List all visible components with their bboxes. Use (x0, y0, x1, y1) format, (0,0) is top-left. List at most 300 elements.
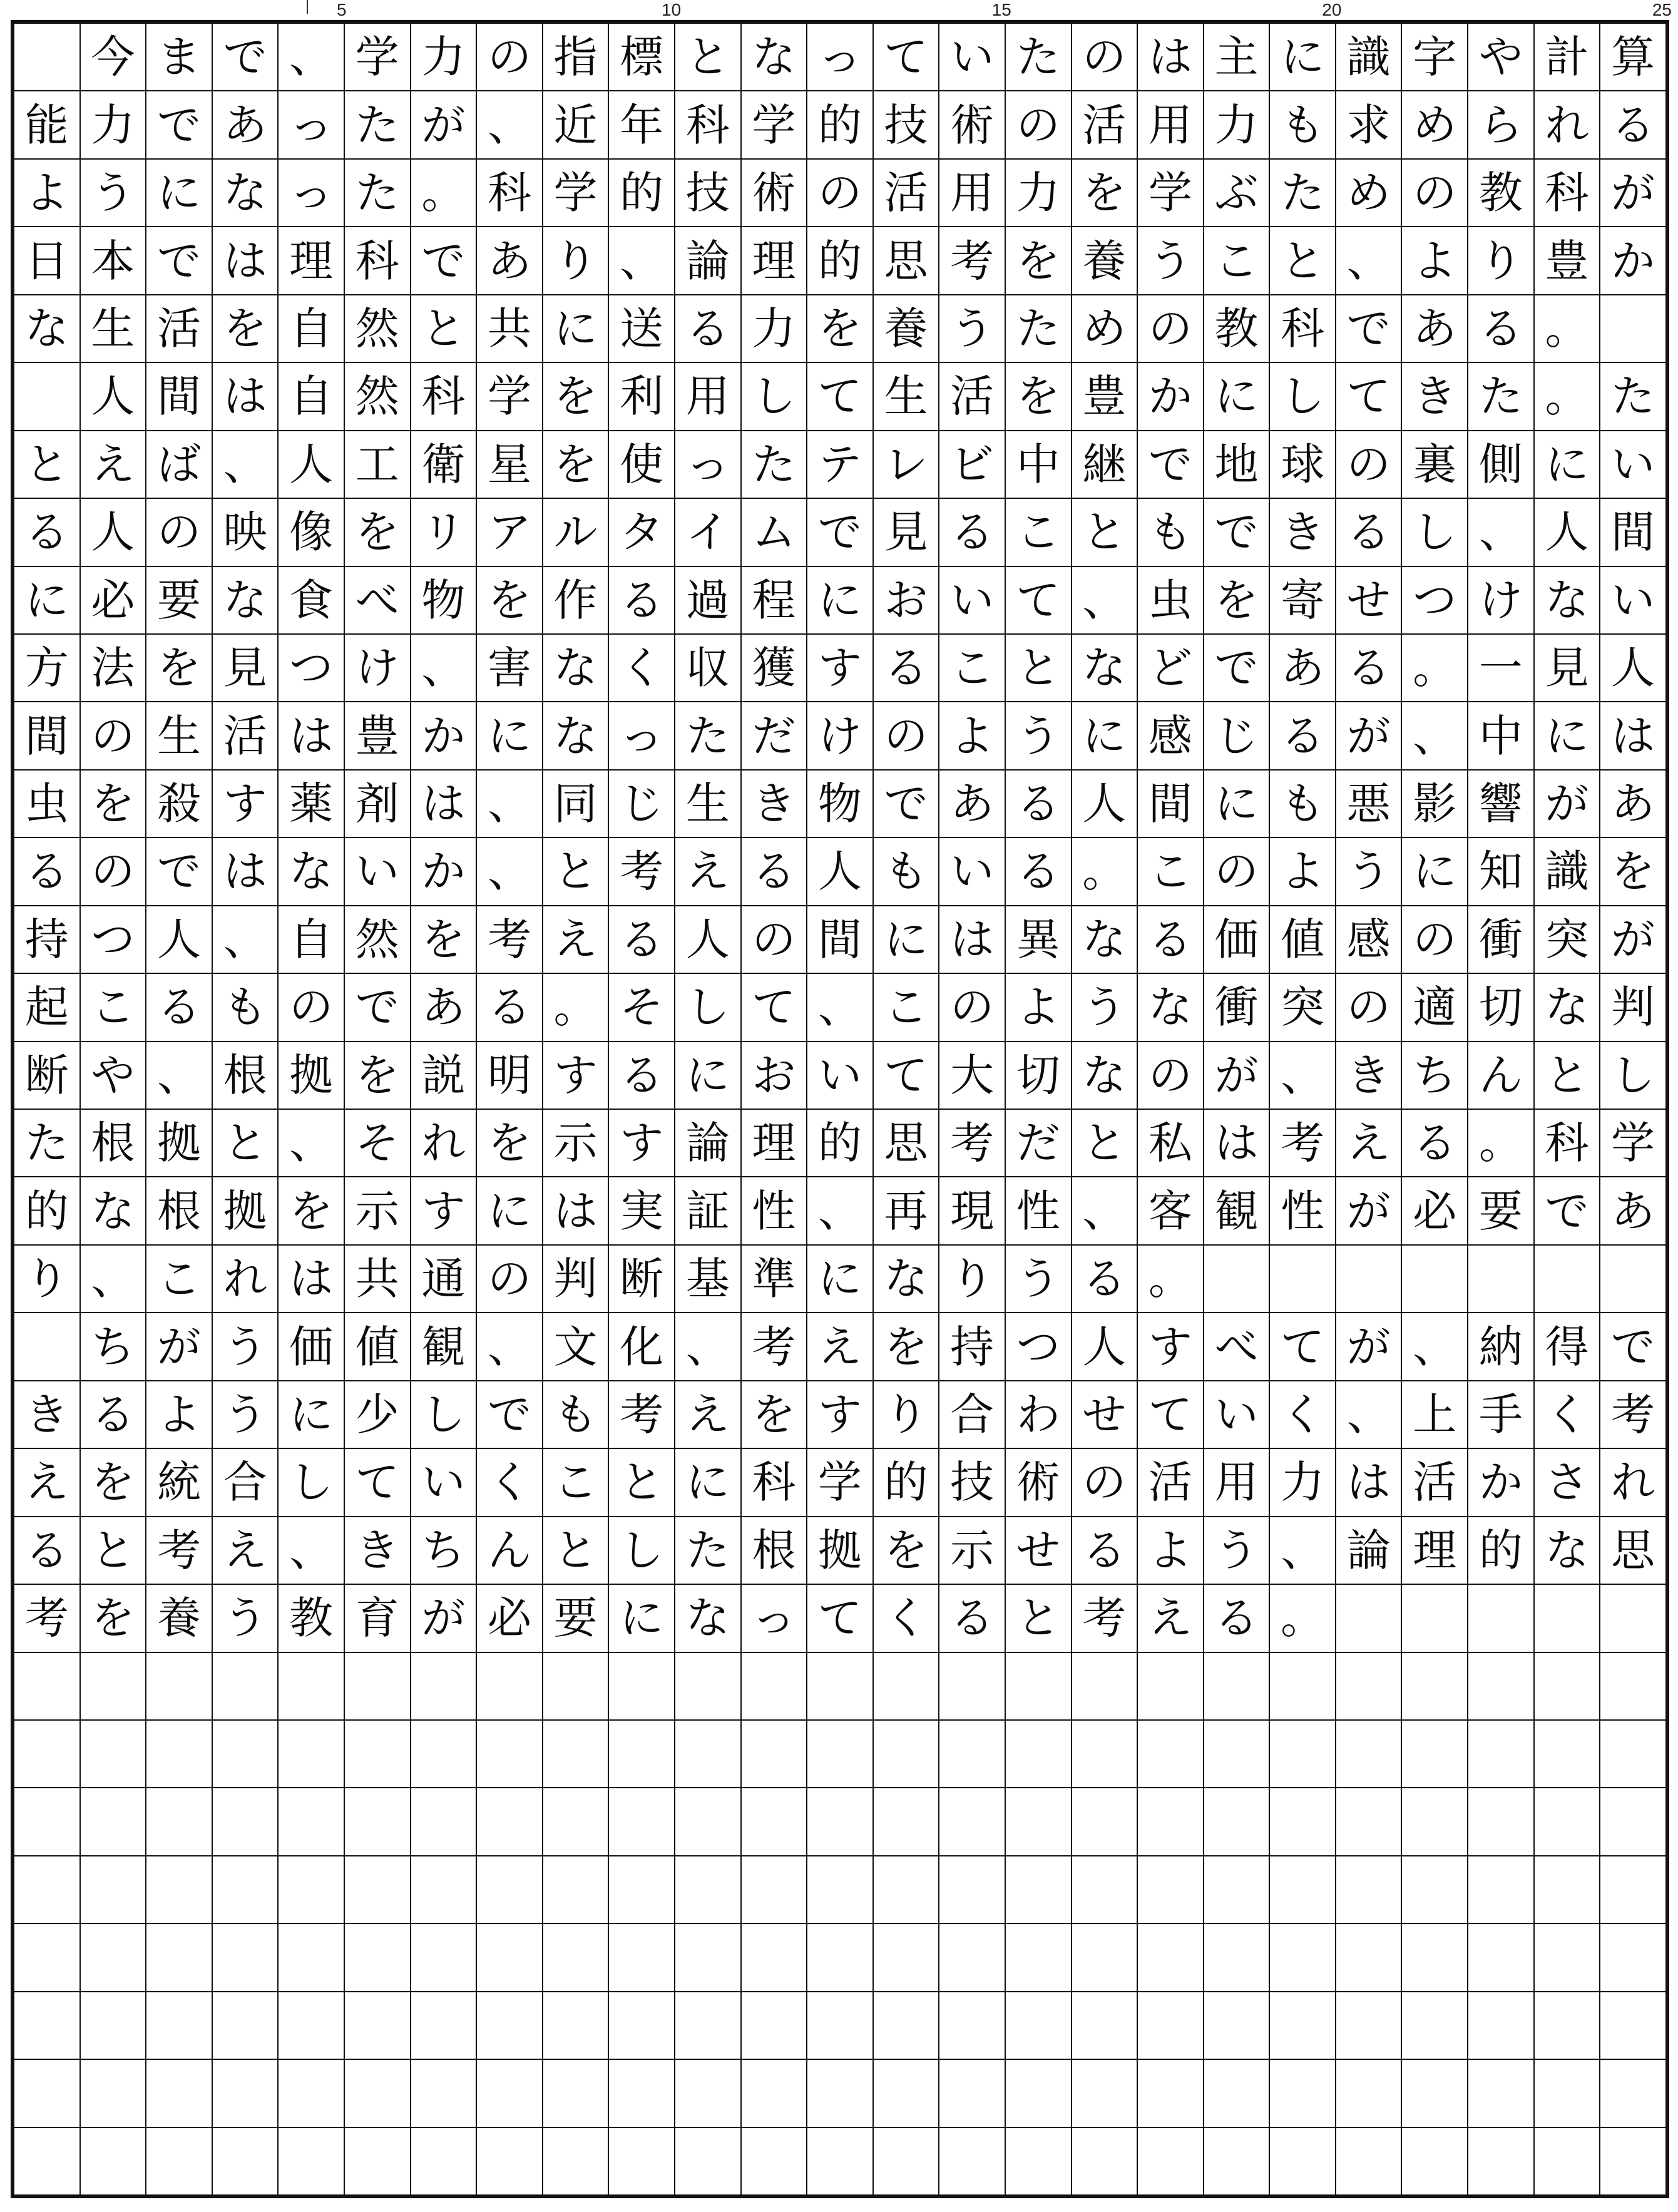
manuscript-cell: で (1611, 1321, 1655, 1373)
manuscript-cell (609, 2060, 675, 2126)
manuscript-cell (477, 1924, 543, 1990)
manuscript-cell (1072, 1856, 1138, 1923)
manuscript-cell: は (213, 838, 279, 904)
manuscript-cell: を (1611, 846, 1655, 898)
manuscript-cell: を (1006, 227, 1072, 294)
manuscript-cell: 判 (543, 1246, 610, 1312)
manuscript-cell (543, 1856, 610, 1923)
manuscript-cell: れ (1535, 91, 1601, 158)
manuscript-cell: 活 (939, 363, 1006, 429)
manuscript-cell (411, 1721, 478, 1787)
manuscript-cell: い (1611, 438, 1655, 490)
manuscript-cell: べ (1204, 1313, 1271, 1380)
manuscript-cell (345, 1788, 411, 1855)
manuscript-row (14, 1856, 1665, 1924)
manuscript-cell: 論 (1336, 1517, 1403, 1584)
manuscript-cell: 値 (345, 1313, 411, 1380)
manuscript-cell: が (1611, 913, 1655, 965)
manuscript-cell: を (874, 1313, 940, 1380)
manuscript-cell (14, 1313, 81, 1380)
manuscript-cell: 活 (1402, 1449, 1468, 1515)
manuscript-cell: に (1402, 838, 1468, 904)
manuscript-cell (1006, 2060, 1072, 2126)
manuscript-cell: タ (609, 499, 675, 565)
manuscript-cell: 豊 (345, 702, 411, 769)
column-ruler (0, 0, 1678, 20)
manuscript-cell: 、 (609, 227, 675, 294)
manuscript-cell: 、 (477, 1313, 543, 1380)
manuscript-cell (1402, 1246, 1468, 1312)
manuscript-cell: な (1072, 635, 1138, 701)
manuscript-cell: っ (609, 702, 675, 769)
manuscript-row (14, 1788, 1665, 1856)
manuscript-cell: あ (1402, 295, 1468, 362)
manuscript-cell: の (1138, 1042, 1204, 1109)
manuscript-row (14, 974, 1665, 1042)
manuscript-cell: も (1138, 499, 1204, 565)
manuscript-cell: 価 (279, 1313, 345, 1380)
manuscript-cell (1600, 1653, 1665, 1719)
manuscript-cell: で (146, 838, 213, 904)
manuscript-cell: う (1204, 1517, 1271, 1584)
manuscript-cell: な (543, 702, 610, 769)
manuscript-cell: で (1204, 499, 1271, 565)
manuscript-cell: と (213, 1110, 279, 1176)
manuscript-cell (213, 1856, 279, 1923)
manuscript-cell: の (1336, 974, 1403, 1040)
manuscript-cell (609, 1924, 675, 1990)
manuscript-cell: 共 (477, 295, 543, 362)
manuscript-cell (939, 1992, 1006, 2059)
manuscript-cell (807, 2128, 874, 2194)
manuscript-cell: は (279, 702, 345, 769)
manuscript-cell (477, 2060, 543, 2126)
manuscript-cell: 要 (1468, 1177, 1535, 1244)
manuscript-cell: 生 (675, 771, 742, 837)
manuscript-cell (1600, 2060, 1665, 2126)
manuscript-cell: 人 (81, 499, 147, 565)
manuscript-cell (345, 1856, 411, 1923)
manuscript-cell (1402, 1924, 1468, 1990)
manuscript-cell: に (609, 1585, 675, 1651)
manuscript-cell: こ (1138, 838, 1204, 904)
manuscript-cell: 得 (1535, 1313, 1601, 1380)
manuscript-cell: て (807, 363, 874, 429)
manuscript-row (14, 24, 1665, 91)
manuscript-cell: こ (81, 974, 147, 1040)
manuscript-cell: 求 (1336, 91, 1403, 158)
manuscript-cell: は (939, 906, 1006, 973)
manuscript-cell: は (213, 363, 279, 429)
manuscript-cell: え (675, 1381, 742, 1448)
manuscript-cell: 持 (14, 906, 81, 973)
manuscript-cell: 共 (345, 1246, 411, 1312)
manuscript-cell: で (1336, 295, 1403, 362)
manuscript-cell (1270, 1788, 1336, 1855)
manuscript-cell: え (1138, 1585, 1204, 1651)
manuscript-cell: 的 (807, 1110, 874, 1176)
manuscript-row (14, 838, 1665, 906)
manuscript-cell: う (1072, 974, 1138, 1040)
manuscript-cell: が (1535, 771, 1601, 837)
manuscript-cell (1600, 1246, 1665, 1312)
manuscript-cell: 考 (1611, 1388, 1655, 1440)
manuscript-cell: 学 (345, 24, 411, 90)
manuscript-cell (1072, 1721, 1138, 1787)
manuscript-cell (1336, 1653, 1403, 1719)
manuscript-row (14, 906, 1665, 974)
manuscript-cell: を (1006, 363, 1072, 429)
manuscript-cell: う (81, 160, 147, 226)
manuscript-cell: て (345, 1449, 411, 1515)
manuscript-cell: お (742, 1042, 808, 1109)
manuscript-cell: よ (939, 702, 1006, 769)
manuscript-cell (477, 1653, 543, 1719)
manuscript-cell: よ (146, 1381, 213, 1448)
manuscript-cell: 衝 (1468, 906, 1535, 973)
manuscript-cell (807, 2060, 874, 2126)
manuscript-cell: の (939, 974, 1006, 1040)
manuscript-cell: 然 (345, 906, 411, 973)
manuscript-cell: い (939, 567, 1006, 633)
manuscript-cell: が (1611, 167, 1655, 219)
manuscript-cell: 。 (1402, 635, 1468, 701)
manuscript-cell: 考 (609, 838, 675, 904)
manuscript-cell: る (477, 974, 543, 1040)
manuscript-cell (1535, 1856, 1601, 1923)
manuscript-cell: る (939, 499, 1006, 565)
manuscript-cell: け (345, 635, 411, 701)
manuscript-cell (1270, 1653, 1336, 1719)
manuscript-cell: あ (1270, 635, 1336, 701)
manuscript-cell (742, 1721, 808, 1787)
manuscript-cell: な (742, 24, 808, 90)
manuscript-cell: 育 (345, 1585, 411, 1651)
manuscript-cell: 人 (675, 906, 742, 973)
manuscript-cell: 学 (742, 91, 808, 158)
manuscript-cell: 自 (279, 295, 345, 362)
manuscript-cell: た (675, 702, 742, 769)
manuscript-cell: せ (1006, 1517, 1072, 1584)
manuscript-cell (1270, 1924, 1336, 1990)
manuscript-cell: 用 (1204, 1449, 1271, 1515)
manuscript-cell (807, 1721, 874, 1787)
manuscript-cell: ち (81, 1313, 147, 1380)
manuscript-cell: 然 (345, 295, 411, 362)
manuscript-cell: 寄 (1270, 567, 1336, 633)
manuscript-cell: あ (939, 771, 1006, 837)
manuscript-cell: 裏 (1402, 431, 1468, 498)
manuscript-cell: な (213, 567, 279, 633)
manuscript-cell: き (1402, 363, 1468, 429)
manuscript-cell: ビ (939, 431, 1006, 498)
manuscript-cell (1468, 1992, 1535, 2059)
manuscript-cell: て (1270, 1313, 1336, 1380)
manuscript-cell: 教 (1204, 295, 1271, 362)
manuscript-cell (874, 1924, 940, 1990)
manuscript-cell: テ (807, 431, 874, 498)
manuscript-cell: 虫 (14, 771, 81, 837)
manuscript-cell: 起 (14, 974, 81, 1040)
manuscript-cell: に (1072, 702, 1138, 769)
manuscript-cell: 影 (1402, 771, 1468, 837)
manuscript-cell (939, 1788, 1006, 1855)
manuscript-cell: 活 (1072, 91, 1138, 158)
manuscript-cell: る (14, 499, 81, 565)
manuscript-cell (1270, 2128, 1336, 2194)
manuscript-cell (1402, 1992, 1468, 2059)
manuscript-cell: 力 (742, 295, 808, 362)
manuscript-cell: が (411, 91, 478, 158)
manuscript-cell: る (1336, 635, 1403, 701)
manuscript-cell: 理 (742, 1110, 808, 1176)
manuscript-cell: て (1138, 1381, 1204, 1448)
manuscript-cell (742, 1653, 808, 1719)
manuscript-cell (1468, 1246, 1535, 1312)
manuscript-cell: っ (807, 24, 874, 90)
manuscript-cell: 的 (609, 160, 675, 226)
manuscript-cell: 拠 (807, 1517, 874, 1584)
manuscript-cell: は (279, 1246, 345, 1312)
manuscript-cell (675, 2128, 742, 2194)
manuscript-cell: 人 (807, 838, 874, 904)
manuscript-cell: を (742, 1381, 808, 1448)
manuscript-cell: 活 (146, 295, 213, 362)
manuscript-cell: を (477, 1110, 543, 1176)
manuscript-cell: 科 (742, 1449, 808, 1515)
manuscript-cell (14, 1856, 81, 1923)
manuscript-cell: の (146, 499, 213, 565)
manuscript-cell: 基 (675, 1246, 742, 1312)
manuscript-cell: 合 (939, 1381, 1006, 1448)
manuscript-cell: を (1072, 160, 1138, 226)
manuscript-cell: 間 (1138, 771, 1204, 837)
manuscript-cell (213, 2060, 279, 2126)
manuscript-cell (939, 2128, 1006, 2194)
manuscript-cell: 知 (1468, 838, 1535, 904)
manuscript-cell (874, 1788, 940, 1855)
manuscript-cell: う (1006, 1246, 1072, 1312)
manuscript-cell: 根 (213, 1042, 279, 1109)
manuscript-cell: の (477, 1246, 543, 1312)
manuscript-cell: と (1072, 499, 1138, 565)
manuscript-cell: に (543, 295, 610, 362)
manuscript-cell (146, 1924, 213, 1990)
manuscript-cell: で (1204, 635, 1271, 701)
manuscript-cell: 要 (146, 567, 213, 633)
manuscript-cell: は (1138, 24, 1204, 90)
manuscript-cell: 少 (345, 1381, 411, 1448)
manuscript-cell: の (477, 24, 543, 90)
manuscript-cell: る (939, 1585, 1006, 1651)
manuscript-cell (1072, 1653, 1138, 1719)
manuscript-cell: と (609, 1449, 675, 1515)
manuscript-cell: れ (411, 1110, 478, 1176)
manuscript-cell (279, 2060, 345, 2126)
ruler-label: 15 (991, 0, 1011, 19)
manuscript-cell: る (874, 635, 940, 701)
manuscript-cell: 方 (14, 635, 81, 701)
manuscript-cell: 納 (1468, 1313, 1535, 1380)
manuscript-cell: く (1270, 1381, 1336, 1448)
manuscript-cell: は (1204, 1110, 1271, 1176)
manuscript-cell (1138, 1788, 1204, 1855)
manuscript-cell: 衛 (411, 431, 478, 498)
ruler-label: 10 (662, 0, 682, 19)
manuscript-row (14, 635, 1665, 702)
manuscript-row (14, 1110, 1665, 1177)
manuscript-cell: 用 (675, 363, 742, 429)
manuscript-cell: く (609, 635, 675, 701)
manuscript-cell (1468, 1788, 1535, 1855)
manuscript-cell (81, 1924, 147, 1990)
manuscript-cell: 科 (1535, 1110, 1601, 1176)
manuscript-row (14, 499, 1665, 566)
manuscript-cell: る (675, 295, 742, 362)
manuscript-cell (213, 1992, 279, 2059)
manuscript-cell (213, 1924, 279, 1990)
manuscript-cell: 的 (14, 1177, 81, 1244)
manuscript-cell (1468, 1653, 1535, 1719)
manuscript-cell: 養 (146, 1585, 213, 1651)
manuscript-cell: 術 (742, 160, 808, 226)
manuscript-cell (1402, 2060, 1468, 2126)
manuscript-cell (874, 2060, 940, 2126)
manuscript-cell: 獲 (742, 635, 808, 701)
manuscript-cell: 。 (1535, 363, 1601, 429)
manuscript-cell (146, 1653, 213, 1719)
manuscript-cell (1204, 1788, 1271, 1855)
manuscript-cell: な (1535, 567, 1601, 633)
manuscript-cell: 科 (1270, 295, 1336, 362)
manuscript-cell: る (1270, 702, 1336, 769)
manuscript-cell (874, 1856, 940, 1923)
manuscript-cell: つ (81, 906, 147, 973)
manuscript-cell: く (477, 1449, 543, 1515)
manuscript-cell (14, 1924, 81, 1990)
manuscript-cell (1138, 1721, 1204, 1787)
manuscript-cell: の (1336, 431, 1403, 498)
manuscript-cell: 示 (345, 1177, 411, 1244)
manuscript-cell (14, 1653, 81, 1719)
manuscript-cell: 力 (1006, 160, 1072, 226)
manuscript-cell: 論 (675, 1110, 742, 1176)
manuscript-cell: 側 (1468, 431, 1535, 498)
manuscript-row (14, 1177, 1665, 1245)
manuscript-cell (411, 1992, 478, 2059)
manuscript-cell: て (807, 1585, 874, 1651)
manuscript-cell: し (742, 363, 808, 429)
ruler-label: 25 (1652, 0, 1672, 19)
manuscript-cell: っ (675, 431, 742, 498)
manuscript-cell: し (279, 1449, 345, 1515)
manuscript-cell: が (146, 1313, 213, 1380)
manuscript-cell: じ (1204, 702, 1271, 769)
manuscript-cell: え (213, 1517, 279, 1584)
manuscript-cell (81, 1721, 147, 1787)
manuscript-cell: を (345, 1042, 411, 1109)
manuscript-cell: 継 (1072, 431, 1138, 498)
manuscript-cell: 観 (1204, 1177, 1271, 1244)
manuscript-cell: 合 (213, 1449, 279, 1515)
manuscript-cell: 術 (1006, 1449, 1072, 1515)
manuscript-cell: 客 (1138, 1177, 1204, 1244)
manuscript-cell: 。 (1535, 295, 1601, 362)
manuscript-cell (81, 2060, 147, 2126)
manuscript-cell: 見 (874, 499, 940, 565)
manuscript-cell: 根 (742, 1517, 808, 1584)
manuscript-cell: 必 (477, 1585, 543, 1651)
manuscript-cell (1535, 1788, 1601, 1855)
manuscript-cell (1336, 2128, 1403, 2194)
manuscript-cell: 、 (279, 1517, 345, 1584)
manuscript-cell (1270, 2060, 1336, 2126)
manuscript-cell: き (1270, 499, 1336, 565)
manuscript-cell (146, 2060, 213, 2126)
manuscript-cell (1204, 1992, 1271, 2059)
manuscript-cell: 年 (609, 91, 675, 158)
manuscript-cell: る (1611, 99, 1655, 151)
manuscript-cell: 拠 (279, 1042, 345, 1109)
manuscript-row (14, 227, 1665, 295)
manuscript-cell: 像 (279, 499, 345, 565)
manuscript-cell: お (874, 567, 940, 633)
manuscript-cell (213, 1721, 279, 1787)
manuscript-cell: 生 (81, 295, 147, 362)
manuscript-cell: 標 (609, 24, 675, 90)
manuscript-row (14, 1924, 1665, 1992)
manuscript-cell: 見 (213, 635, 279, 701)
manuscript-cell (1204, 2060, 1271, 2126)
manuscript-cell: う (1138, 227, 1204, 294)
manuscript-cell (411, 2128, 478, 2194)
manuscript-cell: て (742, 974, 808, 1040)
manuscript-row (14, 431, 1665, 499)
manuscript-cell (477, 2128, 543, 2194)
manuscript-cell: じ (609, 771, 675, 837)
manuscript-cell: 突 (1535, 906, 1601, 973)
manuscript-cell: 主 (1204, 24, 1271, 90)
manuscript-cell: せ (1336, 567, 1403, 633)
manuscript-cell: す (411, 1177, 478, 1244)
manuscript-cell: 、 (1270, 1517, 1336, 1584)
ruler-tick (307, 0, 308, 14)
manuscript-cell (1402, 1856, 1468, 1923)
manuscript-cell: と (1006, 1585, 1072, 1651)
manuscript-cell: 映 (213, 499, 279, 565)
manuscript-cell: 理 (1402, 1517, 1468, 1584)
manuscript-cell: で (1535, 1177, 1601, 1244)
manuscript-cell (1072, 2060, 1138, 2126)
manuscript-cell: が (1204, 1042, 1271, 1109)
manuscript-cell: 間 (14, 702, 81, 769)
manuscript-cell: る (1138, 906, 1204, 973)
manuscript-cell (543, 2060, 610, 2126)
manuscript-cell: 価 (1204, 906, 1271, 973)
manuscript-row (14, 1449, 1665, 1517)
manuscript-cell: 豊 (1072, 363, 1138, 429)
manuscript-cell: 今 (81, 24, 147, 90)
manuscript-cell: を (345, 499, 411, 565)
manuscript-cell: あ (1611, 778, 1655, 830)
manuscript-cell: そ (345, 1110, 411, 1176)
manuscript-cell: う (1336, 838, 1403, 904)
manuscript-cell: 、 (1468, 499, 1535, 565)
manuscript-cell: べ (345, 567, 411, 633)
manuscript-cell: な (213, 160, 279, 226)
manuscript-cell: た (14, 1110, 81, 1176)
manuscript-cell: 算 (1611, 31, 1655, 83)
